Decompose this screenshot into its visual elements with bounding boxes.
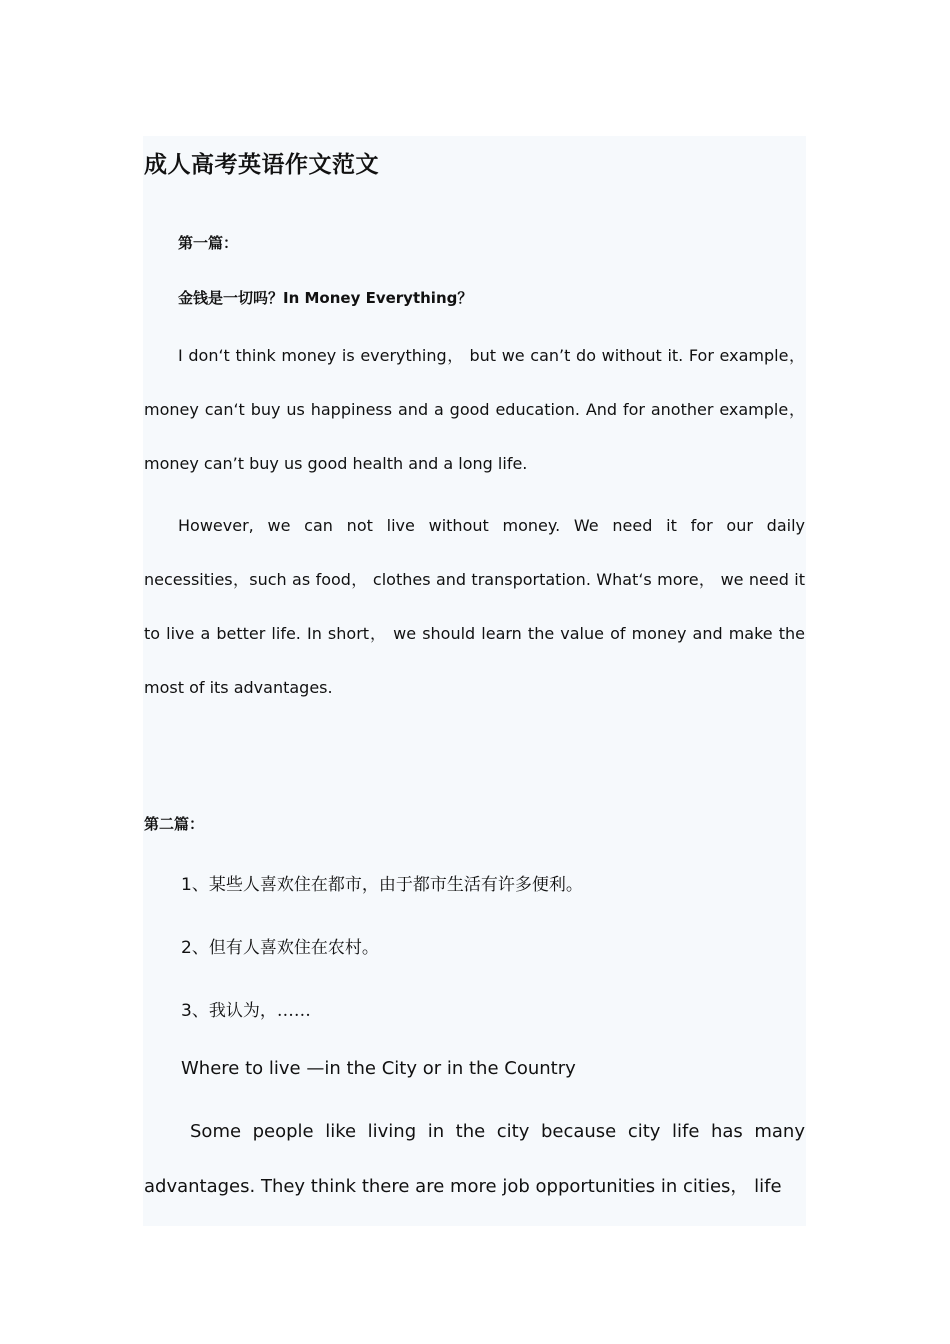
essay2-paragraph: Some people like living in the city because city life has many advantages. They think there are more job opportunities in cities， life <box>144 1121 805 1197</box>
essay1-heading-cn: 金钱是一切吗？ <box>178 289 284 307</box>
essay2-subtitle: Where to live —in the City or in the Country <box>181 1058 576 1079</box>
essay1-paragraph-1: I don‘t think money is everything， but we can’t do without it. For example， money can‘t buy us happiness and a good education. And for another example， money can’t buy us good health and a long life. <box>144 346 805 473</box>
essay1-heading <box>178 287 472 308</box>
essay1-heading-end: ？ <box>457 289 473 307</box>
essay2-label: 第二篇： <box>144 815 205 833</box>
document-title: 成人高考英语作文范文 <box>144 152 379 178</box>
essay1-label: 第一篇： <box>178 234 239 252</box>
outline-item-3: 3、我认为，…… <box>181 1001 311 1021</box>
essay1-heading-en: In Money Everything <box>283 289 458 307</box>
essay1-paragraph-2: However, we can not live without money. We need it for our daily necessities，such as food， clothes and transportation. What‘s more， we need it to live a better life. In short， we should learn the value of money and make the most of its advantages. <box>144 516 805 697</box>
outline-item-1: 1、某些人喜欢住在都市，由于都市生活有许多便利。 <box>181 875 583 895</box>
outline-item-2: 2、但有人喜欢住在农村。 <box>181 938 379 958</box>
